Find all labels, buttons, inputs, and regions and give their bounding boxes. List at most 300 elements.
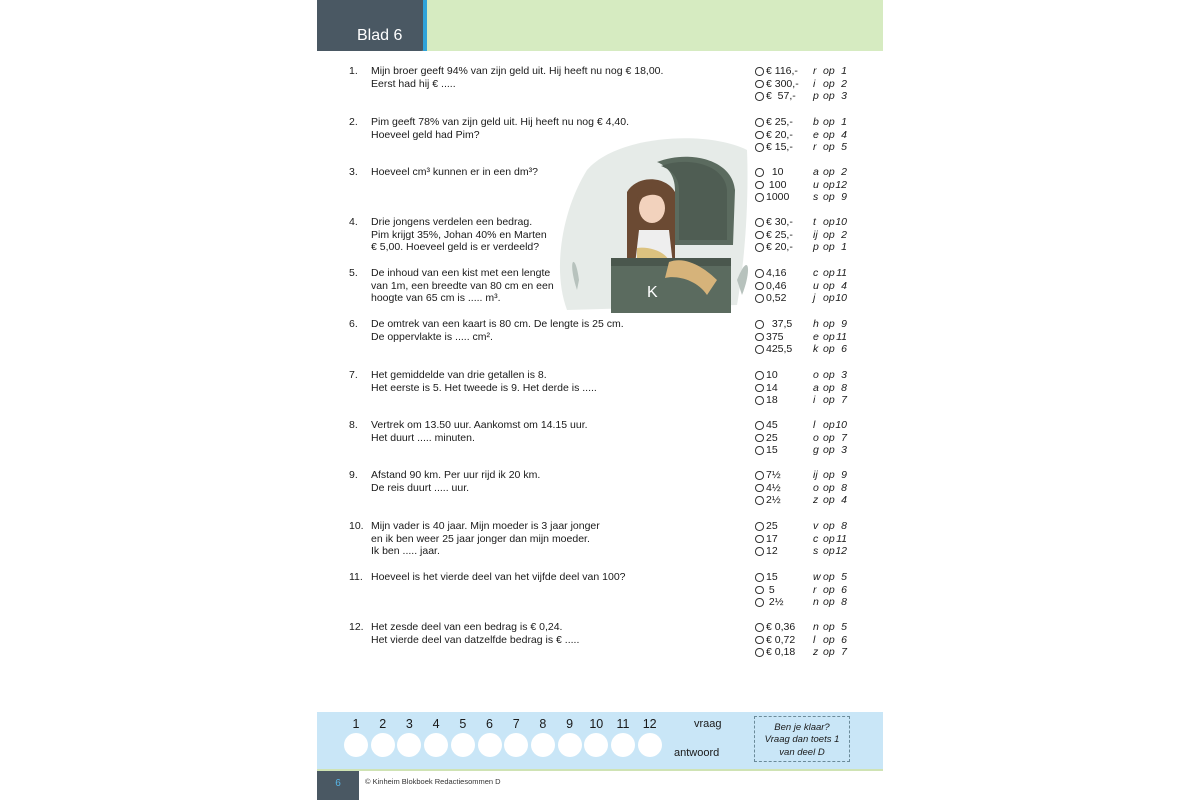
worksheet-page (317, 0, 883, 800)
question-text-line: Mijn vader is 40 jaar. Mijn moeder is 3 jaar jonger (371, 520, 600, 532)
question-text-line: De oppervlakte is ..... cm². (371, 330, 493, 343)
question-number: 10. (349, 520, 364, 532)
option-position: 9 (841, 318, 847, 330)
option-value: 425,5 (766, 343, 793, 356)
option-position: 1 (841, 116, 847, 128)
answer-option[interactable] (755, 179, 855, 192)
option-op: op (823, 128, 835, 141)
question-text (371, 469, 751, 494)
answer-options (755, 65, 855, 103)
option-position: 5 (841, 141, 847, 154)
option-letter: o (813, 481, 819, 494)
option-value: 375 (766, 330, 784, 343)
option-value: 2½ (766, 596, 784, 609)
option-op: op (823, 621, 835, 633)
answer-circle-input[interactable] (558, 733, 582, 757)
option-letter: w (813, 571, 821, 583)
answer-option[interactable] (755, 520, 855, 533)
option-op: op (823, 343, 835, 356)
answer-circle-input[interactable] (344, 733, 368, 757)
ready-notice-line: van deel D (779, 746, 825, 758)
vraag-number: 11 (616, 717, 630, 731)
option-letter: s (813, 191, 819, 204)
answer-option[interactable] (755, 116, 855, 129)
option-letter: i (813, 394, 816, 407)
answer-option[interactable] (755, 216, 855, 229)
question-number: 5. (349, 267, 358, 279)
radio-circle-icon[interactable] (755, 522, 764, 531)
option-letter: t (813, 216, 816, 228)
option-letter: c (813, 532, 819, 545)
question-text-line: Het gemiddelde van drie getallen is 8. (371, 369, 547, 381)
radio-circle-icon[interactable] (755, 648, 764, 657)
option-position: 7 (841, 431, 847, 444)
question-text-line: Afstand 90 km. Per uur rijd ik 20 km. (371, 469, 541, 481)
answer-option[interactable] (755, 432, 855, 445)
option-letter: j (813, 292, 816, 305)
option-position: 8 (841, 381, 847, 394)
answer-option[interactable] (755, 533, 855, 546)
radio-circle-icon[interactable] (755, 586, 764, 595)
question-text-line: Hoeveel geld had Pim? (371, 128, 480, 141)
option-position: 6 (841, 343, 847, 356)
vraag-number: 3 (405, 717, 413, 731)
option-value: 45 (766, 419, 778, 431)
answer-option[interactable] (755, 419, 855, 432)
footer-credit: © Kinheim Blokboek Redactiesommen D (365, 777, 501, 786)
option-letter: u (813, 279, 819, 292)
answer-option[interactable] (755, 78, 855, 91)
footer-divider (317, 769, 883, 771)
option-value: 4,16 (766, 267, 787, 279)
option-letter: z (813, 494, 819, 507)
radio-circle-icon[interactable] (755, 396, 764, 405)
vraag-number: 6 (486, 717, 493, 731)
option-letter: z (813, 646, 819, 659)
question-number: 1. (349, 65, 358, 77)
option-position: 5 (841, 571, 847, 583)
question-number: 3. (349, 166, 358, 178)
radio-circle-icon[interactable] (755, 80, 764, 89)
answer-circle-input[interactable] (611, 733, 635, 757)
answer-options (755, 369, 855, 407)
answer-circle-input[interactable] (531, 733, 555, 757)
option-op: op (823, 545, 835, 558)
girl-in-chest-illustration (557, 130, 757, 320)
answer-circle-input[interactable] (371, 733, 395, 757)
option-op: op (823, 444, 835, 457)
answer-option[interactable] (755, 444, 855, 457)
answer-option[interactable] (755, 394, 855, 407)
option-op: op (823, 394, 835, 407)
question-number: 4. (349, 216, 358, 228)
answer-options (755, 469, 855, 507)
option-position: 2 (841, 77, 847, 90)
option-value: 1000 (766, 191, 790, 204)
answer-options (755, 621, 855, 659)
radio-circle-icon[interactable] (755, 496, 764, 505)
question-number: 9. (349, 469, 358, 481)
question-text (371, 520, 751, 558)
option-value: € 0,36 (766, 621, 796, 633)
question-number: 11. (349, 571, 363, 583)
option-value: 15 (766, 444, 778, 457)
option-position: 2 (841, 228, 847, 241)
option-value: € 25,- (766, 116, 793, 128)
option-op: op (823, 77, 835, 90)
option-op: op (823, 633, 835, 646)
answer-option[interactable] (755, 596, 855, 609)
answer-circle-input[interactable] (638, 733, 662, 757)
answer-option[interactable] (755, 191, 855, 204)
question-text-line: Hoeveel cm³ kunnen er in een dm³? (371, 166, 538, 178)
option-value: € 20,- (766, 241, 793, 254)
radio-circle-icon[interactable] (755, 320, 764, 329)
option-value: € 25,- (766, 228, 793, 241)
question-text-line: van 1m, een breedte van 80 cm en een (371, 279, 554, 292)
radio-circle-icon[interactable] (755, 598, 764, 607)
option-letter: l (813, 633, 816, 646)
option-position: 7 (841, 394, 847, 407)
option-position: 3 (841, 444, 847, 457)
option-position: 5 (841, 621, 847, 633)
answer-circle-input[interactable] (424, 733, 448, 757)
option-op: op (823, 65, 835, 77)
option-letter: p (813, 90, 819, 103)
option-op: op (823, 292, 835, 305)
option-value: € 116,- (766, 65, 798, 77)
option-op: op (823, 596, 835, 609)
option-value: 2½ (766, 494, 781, 507)
question-text-line: Het zesde deel van een bedrag is € 0,24. (371, 621, 563, 633)
answer-option[interactable] (755, 646, 855, 659)
option-letter: n (813, 621, 819, 633)
question-text (371, 621, 751, 646)
question-number: 8. (349, 419, 358, 431)
radio-circle-icon[interactable] (755, 345, 764, 354)
answer-option[interactable] (755, 292, 855, 305)
option-op: op (823, 481, 835, 494)
option-value: 15 (766, 571, 778, 583)
question-number: 2. (349, 116, 358, 128)
answer-option[interactable] (755, 90, 855, 103)
option-letter: r (813, 141, 817, 154)
option-letter: o (813, 369, 819, 381)
answer-circle-input[interactable] (451, 733, 475, 757)
answer-option[interactable] (755, 634, 855, 647)
option-letter: a (813, 166, 819, 178)
answer-option[interactable] (755, 318, 855, 331)
answer-options (755, 571, 855, 609)
radio-circle-icon[interactable] (755, 535, 764, 544)
question-text (371, 318, 751, 343)
question-text-line: De inhoud van een kist met een lengte (371, 267, 551, 279)
radio-circle-icon[interactable] (755, 421, 764, 430)
radio-circle-icon[interactable] (755, 623, 764, 632)
option-position: 3 (841, 369, 847, 381)
page-title: Blad 6 (357, 27, 403, 44)
answer-option[interactable] (755, 584, 855, 597)
option-op: op (823, 469, 835, 481)
option-value: 7½ (766, 469, 781, 481)
vraag-label: vraag (694, 718, 722, 730)
vraag-number: 8 (539, 717, 547, 731)
question-text-line: Hoeveel is het vierde deel van het vijfde deel van 100? (371, 571, 626, 583)
option-value: 14 (766, 381, 778, 394)
answer-options (755, 318, 855, 356)
question-text-line: Eerst had hij € ..... (371, 77, 456, 90)
option-op: op (823, 90, 835, 103)
option-position: 6 (841, 633, 847, 646)
option-position: 12 (835, 545, 847, 558)
option-letter: k (813, 343, 819, 356)
option-letter: a (813, 381, 819, 394)
answer-option[interactable] (755, 469, 855, 482)
radio-circle-icon[interactable] (755, 636, 764, 645)
option-position: 12 (835, 178, 847, 191)
option-value: € 0,18 (766, 646, 796, 659)
radio-circle-icon[interactable] (755, 67, 764, 76)
radio-circle-icon[interactable] (755, 384, 764, 393)
option-letter: u (813, 178, 819, 191)
option-value: 17 (766, 532, 778, 545)
option-value: 12 (766, 545, 778, 558)
option-op: op (823, 532, 835, 545)
option-position: 4 (841, 494, 847, 507)
option-op: op (823, 178, 835, 191)
answer-options (755, 166, 855, 204)
option-position: 8 (841, 596, 847, 609)
option-position: 6 (841, 583, 847, 596)
answer-circle-input[interactable] (584, 733, 608, 757)
answer-option[interactable] (755, 141, 855, 154)
vraag-number: 4 (432, 717, 440, 731)
option-position: 11 (836, 267, 847, 279)
option-value: € 300,- (766, 77, 799, 90)
option-value: € 30,- (766, 216, 793, 228)
option-position: 10 (835, 419, 847, 431)
radio-circle-icon[interactable] (755, 92, 764, 101)
ready-notice-line: Vraag dan toets 1 (764, 734, 840, 746)
option-op: op (823, 318, 835, 330)
answer-circle-input[interactable] (504, 733, 528, 757)
option-op: op (823, 279, 835, 292)
answer-option[interactable] (755, 621, 855, 634)
answer-option[interactable] (755, 343, 855, 356)
option-op: op (823, 520, 835, 532)
radio-circle-icon[interactable] (755, 446, 764, 455)
question-number: 12. (349, 621, 364, 633)
option-op: op (823, 241, 835, 254)
option-letter: ij (813, 228, 818, 241)
option-value: 37,5 (766, 318, 793, 330)
option-op: op (823, 166, 835, 178)
radio-circle-icon[interactable] (755, 484, 764, 493)
answer-options (755, 116, 855, 154)
answer-option[interactable] (755, 65, 855, 78)
option-position: 8 (841, 481, 847, 494)
option-position: 10 (835, 216, 847, 228)
option-op: op (823, 646, 835, 659)
option-letter: e (813, 330, 819, 343)
ready-notice-line: Ben je klaar? (774, 722, 830, 733)
question-text-line: Ik ben ..... jaar. (371, 545, 440, 558)
option-position: 8 (841, 520, 847, 532)
option-op: op (823, 583, 835, 596)
option-op: op (823, 369, 835, 381)
option-value: 4½ (766, 481, 781, 494)
antwoord-label: antwoord (674, 747, 720, 759)
option-letter: h (813, 318, 819, 330)
question-text (371, 419, 751, 444)
option-value: 25 (766, 520, 778, 532)
vraag-number: 9 (566, 717, 574, 731)
option-letter: r (813, 583, 817, 596)
option-value: 25 (766, 431, 778, 444)
option-value: € 15,- (766, 141, 793, 154)
answer-option[interactable] (755, 571, 855, 584)
answer-options (755, 419, 855, 457)
question-text-line: De reis duurt ..... uur. (371, 481, 470, 494)
answer-option[interactable] (755, 369, 855, 382)
option-position: 1 (841, 241, 847, 254)
option-value: € 57,- (766, 90, 796, 103)
option-letter: o (813, 431, 819, 444)
answer-option[interactable] (755, 166, 855, 179)
option-letter: p (813, 241, 819, 254)
option-letter: ij (813, 469, 818, 481)
option-position: 2 (841, 166, 847, 178)
radio-circle-icon[interactable] (755, 118, 764, 127)
option-op: op (823, 494, 835, 507)
option-letter: n (813, 596, 819, 609)
answer-option[interactable] (755, 241, 855, 254)
option-value: € 0,72 (766, 633, 796, 646)
option-value: 0,52 (766, 292, 787, 305)
answer-option[interactable] (755, 494, 855, 507)
option-op: op (823, 191, 835, 204)
vraag-number: 10 (589, 717, 604, 731)
option-position: 4 (841, 128, 847, 141)
option-value: 10 (766, 166, 784, 178)
question-text-line: en ik ben weer 25 jaar jonger dan mijn moeder. (371, 532, 590, 545)
answer-circle-input[interactable] (478, 733, 502, 757)
question-text (371, 369, 751, 394)
answer-circle-input[interactable] (397, 733, 421, 757)
option-letter: g (813, 444, 819, 457)
radio-circle-icon[interactable] (755, 333, 764, 342)
option-op: op (823, 571, 835, 583)
vraag-number: 12 (642, 717, 657, 731)
answer-options (755, 267, 855, 305)
option-letter: i (813, 77, 816, 90)
question-text-line: Mijn broer geeft 94% van zijn geld uit. Hij heeft nu nog € 18,00. (371, 65, 664, 77)
page-number: 6 (317, 771, 359, 800)
radio-circle-icon[interactable] (755, 547, 764, 556)
question-text-line: Pim krijgt 35%, Johan 40% en Marten (371, 228, 547, 241)
answer-options (755, 216, 855, 254)
option-letter: s (813, 545, 819, 558)
option-value: 18 (766, 394, 778, 407)
question-text-line: Het vierde deel van datzelfde bedrag is € ..... (371, 633, 580, 646)
answer-option[interactable] (755, 545, 855, 558)
header-tab-accent (423, 0, 427, 51)
answer-option[interactable] (755, 267, 855, 280)
radio-circle-icon[interactable] (755, 434, 764, 443)
option-op: op (823, 431, 835, 444)
option-letter: r (813, 65, 817, 77)
option-value: 5 (766, 583, 775, 596)
answer-options (755, 520, 855, 558)
vraag-number: 1 (352, 717, 360, 731)
option-value: € 20,- (766, 128, 793, 141)
question-number: 7. (349, 369, 358, 381)
option-position: 1 (841, 65, 847, 77)
option-position: 11 (836, 330, 847, 343)
question-number: 6. (349, 318, 358, 330)
answer-option[interactable] (755, 482, 855, 495)
question-text-line: Drie jongens verdelen een bedrag. (371, 216, 533, 228)
option-letter: b (813, 116, 819, 128)
option-letter: e (813, 128, 819, 141)
answer-option[interactable] (755, 280, 855, 293)
question-text-line: Het eerste is 5. Het tweede is 9. Het derde is ..... (371, 381, 597, 394)
answer-bar (317, 712, 883, 769)
option-op: op (823, 141, 835, 154)
option-value: 100 (766, 178, 787, 191)
vraag-number: 5 (459, 717, 467, 731)
option-op: op (823, 228, 835, 241)
radio-circle-icon[interactable] (755, 371, 764, 380)
question-text (371, 571, 751, 584)
option-letter: c (813, 267, 819, 279)
option-position: 7 (841, 646, 847, 659)
option-op: op (823, 267, 835, 279)
answer-option[interactable] (755, 331, 855, 344)
answer-option[interactable] (755, 382, 855, 395)
option-position: 10 (835, 292, 847, 305)
question-text-line: hoogte van 65 cm is ..... m³. (371, 292, 501, 305)
option-op: op (823, 330, 835, 343)
ready-notice-box (754, 716, 850, 762)
option-value: 0,46 (766, 279, 787, 292)
answer-option[interactable] (755, 129, 855, 142)
radio-circle-icon[interactable] (755, 471, 764, 480)
radio-circle-icon[interactable] (755, 573, 764, 582)
question-text (371, 65, 751, 90)
option-letter: l (813, 419, 816, 431)
option-position: 9 (841, 191, 847, 204)
option-op: op (823, 419, 835, 431)
option-position: 4 (841, 279, 847, 292)
option-position: 9 (841, 469, 847, 481)
answer-option[interactable] (755, 229, 855, 242)
chest-letter: K (647, 284, 658, 301)
vraag-number: 2 (379, 717, 387, 731)
option-op: op (823, 381, 835, 394)
question-text-line: € 5,00. Hoeveel geld is er verdeeld? (371, 241, 540, 254)
option-value: 10 (766, 369, 778, 381)
question-text-line: Pim geeft 78% van zijn geld uit. Hij heeft nu nog € 4,40. (371, 116, 629, 128)
option-position: 3 (841, 90, 847, 103)
option-position: 11 (836, 532, 847, 545)
option-letter: v (813, 520, 819, 532)
option-op: op (823, 116, 835, 128)
option-op: op (823, 216, 835, 228)
question-text-line: Het duurt ..... minuten. (371, 431, 475, 444)
question-text-line: Vertrek om 13.50 uur. Aankomst om 14.15 uur. (371, 419, 588, 431)
vraag-number: 7 (512, 717, 520, 731)
